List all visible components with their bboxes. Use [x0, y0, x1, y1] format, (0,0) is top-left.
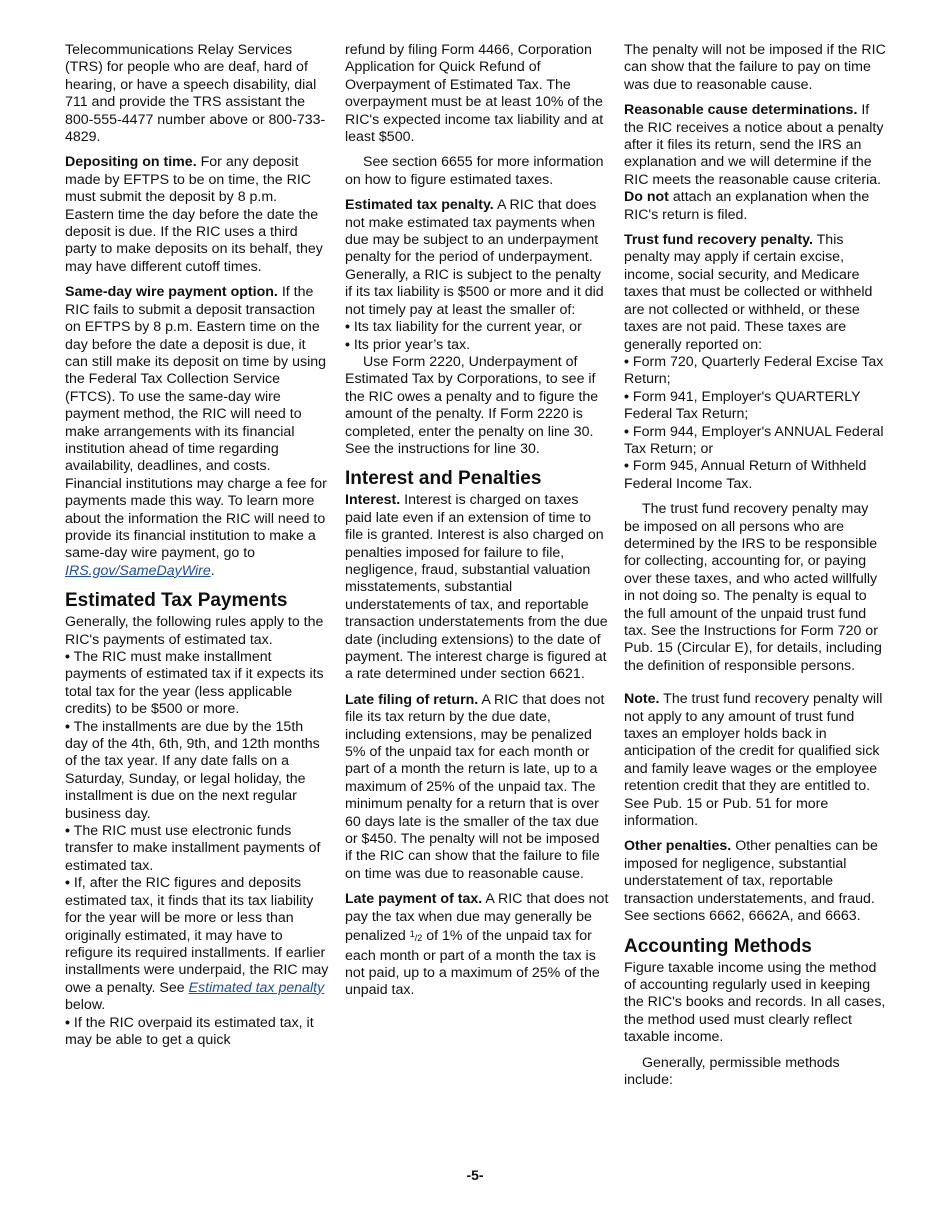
section-6655-paragraph: See section 6655 for more information on how to figure estimated taxes.	[345, 154, 604, 188]
same-day-period: .	[210, 562, 215, 579]
list-item-text: Form 720, Quarterly Federal Excise Tax Return;	[624, 353, 884, 388]
list-item	[65, 875, 329, 1014]
trust-fund-body: This penalty may apply if certain excise, income, social security, and Medicare taxes that must be collected or withheld are not collected or withheld, or these taxes are not paid. These taxes are generally reported on:	[624, 232, 873, 353]
bullet-icon: •	[624, 388, 629, 405]
list-item	[65, 1015, 329, 1050]
column-1	[65, 42, 329, 1049]
depositing-body: For any deposit made by EFTPS to be on time, the RIC must submit the deposit by 8 p.m. Eastern time the day before the date the deposit is due. If the RIC uses a third party to make deposits on its behalf, they may have different cutoff times.	[65, 154, 323, 275]
fraction-denominator: 2	[417, 933, 423, 944]
bullet-icon: •	[65, 649, 70, 665]
trust-fund-detail-paragraph: The trust fund recovery penalty may be imposed on all persons who are determined by the IRS to be responsible for collecting, accounting for, or paying over these taxes, and who acted willfully in not doing so. The penalty is equal to the full amount of the unpaid trust fund tax. See the Instructions for Form 720 or Pub. 15 (Circular E), for details, including the definition of responsible persons.	[624, 501, 882, 674]
estimated-tax-penalty-paragraph	[345, 197, 609, 319]
accounting-methods-body: Figure taxable income using the method of accounting regularly used in keeping the RIC's books and records. In all cases, the method used must clearly reflect taxable income.	[624, 959, 886, 1046]
late-payment-heading: Late payment of tax.	[345, 891, 483, 908]
late-filing-paragraph	[345, 692, 609, 883]
depositing-paragraph	[65, 154, 329, 276]
fraction-slash: /	[414, 933, 418, 944]
reasonable-cause-heading: Reasonable cause determinations.	[624, 102, 858, 119]
trust-fund-paragraph	[624, 232, 888, 354]
list-item	[345, 337, 609, 354]
quick-refund-paragraph: refund by filing Form 4466, Corporation Application for Quick Refund of Overpayment of Estimated Tax. The overpayment must be at least 10% of the RIC's expected income tax liability and at least $500.	[345, 42, 604, 146]
bullet-icon: •	[624, 458, 629, 475]
list-item	[624, 458, 888, 493]
list-item	[65, 823, 329, 875]
late-payment-body-end: of 1% of the unpaid tax for each month or part of a month the tax is not paid, up to a maximum of 25% of the unpaid tax.	[345, 928, 600, 999]
depositing-heading: Depositing on time.	[65, 154, 197, 171]
note-paragraph	[624, 691, 888, 830]
penalty-continuation: The penalty will not be imposed if the RIC can show that the failure to pay on time was due to reasonable cause.	[624, 42, 886, 93]
interest-and-penalties-heading: Interest and Penalties	[345, 468, 542, 490]
fraction-numerator: 1	[409, 929, 415, 940]
column-2	[345, 42, 609, 1008]
note-body: The trust fund recovery penalty will not apply to any amount of trust fund taxes an employer holds back in anticipation of the credit for qualified sick and family leave wages or the employee retention credit that they are entitled to. See Pub. 15 or Pub. 51 for more information.	[624, 691, 883, 830]
estimated-tax-payments-heading: Estimated Tax Payments	[65, 590, 288, 612]
list-item-text: Its tax liability for the current year, or	[353, 319, 582, 336]
list-item-text: The RIC must make installment payments of estimated tax if it expects its total tax for the year (less applicable credits) to be $500 or more.	[65, 649, 324, 718]
page-number: -5-	[466, 1167, 484, 1183]
bullet-icon: •	[65, 718, 70, 735]
accounting-methods-heading: Accounting Methods	[624, 935, 812, 957]
bullet-icon: •	[65, 823, 70, 840]
late-payment-paragraph	[345, 891, 609, 999]
other-penalties-body: Other penalties can be imposed for negligence, substantial understatement of tax, reportable transaction understatements, and fraud. See sections 6662, 6662A, and 6663.	[624, 838, 878, 925]
estimated-tax-penalty-body: A RIC that does not make estimated tax payments when due may be subject to an underpayment penalty for the period of underpayment. Generally, a RIC is subject to the penalty if its tax liability is $500 or more and it did not timely pay at least the smaller of:	[345, 197, 604, 318]
same-day-wire-link[interactable]: IRS.gov/SameDayWire	[65, 562, 211, 579]
late-filing-heading: Late filing of return.	[345, 691, 479, 708]
reasonable-cause-body: If the RIC receives a notice about a penalty after it files its return, send the IRS an explanation and we will determine if the RIC meets the reasonable cause criteria.	[624, 102, 884, 188]
interest-body: Interest is charged on taxes paid late even if an extension of time to file is granted. Interest is also charged on penalties imposed for failure to file, negligence, fraud, substantial valuation misstatements, substantial understatements of tax, and reportable transaction understatements from the due date (including extensions) to the date of payment. The interest charge is figured at a rate determined under section 6621.	[345, 492, 608, 683]
estimated-tax-intro: Generally, the following rules apply to the RIC's payments of estimated tax.	[65, 614, 324, 648]
same-day-body: If the RIC fails to submit a deposit transaction on EFTPS by 8 p.m. Eastern time on the day before the date a deposit is due, it can still make its deposit on time by using the Federal Tax Collection Service (FTCS). To use the same-day wire payment method, the RIC will need to make arrangements with its financial institution ahead of time regarding availability, deadlines, and costs. Financial institutions may charge a fee for payments made this way. To learn more about the information the RIC will need to provide its financial institution to make a same-day wire payment, go to	[65, 284, 327, 562]
note-heading: Note.	[624, 691, 660, 708]
list-item	[624, 424, 888, 459]
interest-paragraph	[345, 492, 609, 683]
same-day-heading: Same-day wire payment option.	[65, 284, 278, 301]
column-3	[624, 42, 888, 1097]
form-2220-paragraph: Use Form 2220, Underpayment of Estimated Tax by Corporations, to see if the RIC owes a penalty and to figure the amount of the penalty. If Form 2220 is completed, enter the penalty on line 30. See the instructions for line 30.	[345, 353, 599, 457]
estimated-tax-penalty-link[interactable]: Estimated tax penalty	[188, 979, 325, 996]
reasonable-cause-paragraph	[624, 102, 888, 224]
list-item-text-end: below.	[65, 997, 106, 1014]
late-filing-body: A RIC that does not file its tax return by the due date, including extensions, may be penalized 5% of the unpaid tax for each month or part of a month the return is late, up to a maximum of 25% of the unpaid tax. The minimum penalty for a return that is over 60 days late is the smaller of the tax due or $450. The penalty will not be imposed if the RIC can show that the failure to file on time was due to reasonable cause.	[345, 691, 605, 882]
list-item-text: The RIC must use electronic funds transfer to make installment payments of estimated tax.	[65, 823, 321, 874]
interest-heading: Interest.	[345, 492, 401, 509]
bullet-icon: •	[65, 875, 70, 892]
bullet-icon: •	[624, 353, 629, 370]
list-item-text: Form 944, Employer's ANNUAL Federal Tax Return; or	[624, 423, 884, 457]
other-penalties-paragraph	[624, 838, 888, 925]
reasonable-cause-end: attach an explanation when the RIC's return is filed.	[624, 189, 870, 223]
trs-paragraph: Telecommunications Relay Services (TRS) for people who are deaf, hard of hearing, or have a speech disability, dial 711 and provide the TRS assistant the 800-555-4477 number above or 800-733-4829.	[65, 42, 326, 146]
trust-fund-heading: Trust fund recovery penalty.	[624, 232, 813, 249]
list-item	[624, 389, 888, 424]
bullet-icon: •	[345, 336, 350, 353]
list-item-text: If, after the RIC figures and deposits estimated tax, it finds that its tax liability for the year will be more or less than originally estimated, it may have to refigure its required installments. If earlier installments were underpaid, the RIC may owe a penalty. See	[65, 875, 329, 996]
list-item-text: If the RIC overpaid its estimated tax, it may be able to get a quick	[65, 1014, 314, 1048]
late-payment-body: A RIC that does not pay the tax when due may generally be penalized	[345, 891, 609, 945]
same-day-paragraph	[65, 284, 329, 580]
list-item	[65, 719, 329, 823]
list-item-text: The installments are due by the 15th day of the 4th, 6th, 9th, and 12th months of the tax year. If any date falls on a Saturday, Sunday, or legal holiday, the installment is due on the next regular business day.	[65, 718, 320, 822]
list-item-text: Form 945, Annual Return of Withheld Federal Income Tax.	[624, 458, 867, 492]
estimated-tax-penalty-heading: Estimated tax penalty.	[345, 197, 494, 214]
bullet-icon: •	[624, 423, 629, 440]
do-not-emphasis: Do not	[624, 189, 669, 206]
other-penalties-heading: Other penalties.	[624, 838, 732, 855]
list-item	[65, 649, 329, 719]
list-item	[345, 319, 609, 336]
list-item-text: Form 941, Employer's QUARTERLY Federal Tax Return;	[624, 388, 861, 423]
list-item	[624, 354, 888, 389]
list-item-text: Its prior year’s tax.	[353, 336, 471, 353]
bullet-icon: •	[345, 319, 350, 336]
bullet-icon: •	[65, 1014, 70, 1031]
permissible-methods-paragraph: Generally, permissible methods include:	[624, 1054, 840, 1088]
